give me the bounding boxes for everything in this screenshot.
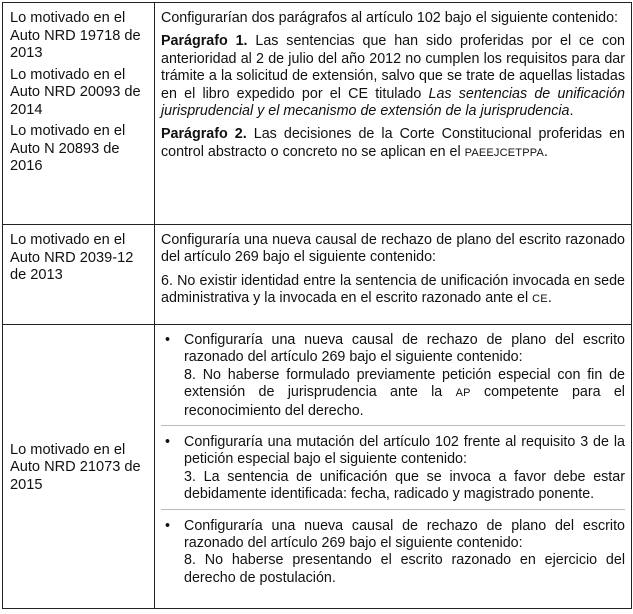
bullet-3-text: Configuraría una nueva causal de rechazo de plano del escrito razonado del artículo 269 bajo el siguiente contenido: [184,517,625,552]
paragraph-1-label: Parágrafo 1. [161,33,248,50]
row1-left-line-1: Lo motivado en el Auto NRD 19718 de 2013 [10,10,141,61]
row2-right-cell [155,225,632,325]
table-row [3,3,632,225]
row1-left-cell [3,3,155,225]
paragraph-1-end: . [569,103,574,120]
bullet-2-sub: 3. La sentencia de unificación que se invoca a favor debe estar debidamente identificada: fecha, radicado y magistrado ponente. [184,468,625,503]
bullet-icon: • [165,332,171,348]
table-row [3,325,632,609]
row2-body [161,273,625,309]
table-row [3,225,632,325]
paragraph-2-label: Parágrafo 2. [161,126,247,143]
bullet-1-sub-end: competente para el reconocimiento del derecho. [184,384,625,419]
list-item [161,332,625,426]
bullet-icon: • [165,517,171,534]
row2-left-cell [3,225,155,325]
comparison-table [2,2,632,609]
list-item [161,434,625,510]
bullet-list [161,332,625,587]
row2-body-acronym: CE [532,293,548,306]
bullet-icon: • [165,434,171,451]
row2-left-line: Lo motivado en el Auto NRD 2039-12 de 2013 [10,232,134,283]
bullet-3-sub: 8. No haberse presentando el escrito razonado en ejercicio del derecho de postulación. [184,552,625,586]
bullet-1-sub-acronym: AP [455,387,471,400]
bullet-1-sub-text: 8. No haberse formulado previamente petición especial con fin de extensión de jurisprudencia ante la [184,366,625,401]
row1-intro: Configurarían dos parágrafos al artículo 102 bajo el siguiente contenido: [161,10,619,26]
paragraph-2 [161,126,625,162]
paragraph-2-acronym: PAEEJCETPPA [464,146,545,159]
row3-right-cell [155,325,632,609]
row2-body-end: . [547,290,552,307]
bullet-1-sub [184,367,625,420]
paragraph-1 [161,33,625,120]
bullet-2-text: Configuraría una mutación del artículo 102 frente al requisito 3 de la petición especial bajo el siguiente contenido: [184,434,625,468]
row1-left-line-3: Lo motivado en el Auto N 20893 de 2016 [10,123,126,174]
row2-intro: Configuraría una nueva causal de rechazo de plano del escrito razonado del artículo 269 bajo el siguiente contenido: [161,232,625,266]
paragraph-1-book-title: Las sentencias de unificación jurisprudencial y el mecanismo de extensión de la jurisprudencia [161,85,626,120]
row1-left-line-2: Lo motivado en el Auto NRD 20093 de 2014 [10,66,141,118]
row2-body-text: 6. No existir identidad entre la sentencia de unificación invocada en sede administrativa y la invocada en el escrito razonado ante el [161,272,625,307]
paragraph-1-text: Las sentencias que han sido proferidas por el ce con anterioridad al 2 de julio del año 2012 no cumplen los requisitos para dar trámite a la solicitud de extensión, salvo que se trate de aquellas listadas en el libro expedido por el CE titulado [161,33,625,102]
paragraph-2-end: . [544,143,549,160]
list-item [161,518,625,588]
paragraph-2-text: Las decisiones de la Corte Constitucional proferidas en control abstracto o concreto no se aplican en el [161,126,625,160]
row1-right-cell [155,3,632,225]
bullet-1-text: Configuraría una nueva causal de rechazo de plano del escrito razonado del artículo 269 bajo el siguiente contenido: [184,332,625,366]
row3-left-line: Lo motivado en el Auto NRD 21073 de 2015 [10,441,141,493]
row3-left-cell [3,325,155,609]
